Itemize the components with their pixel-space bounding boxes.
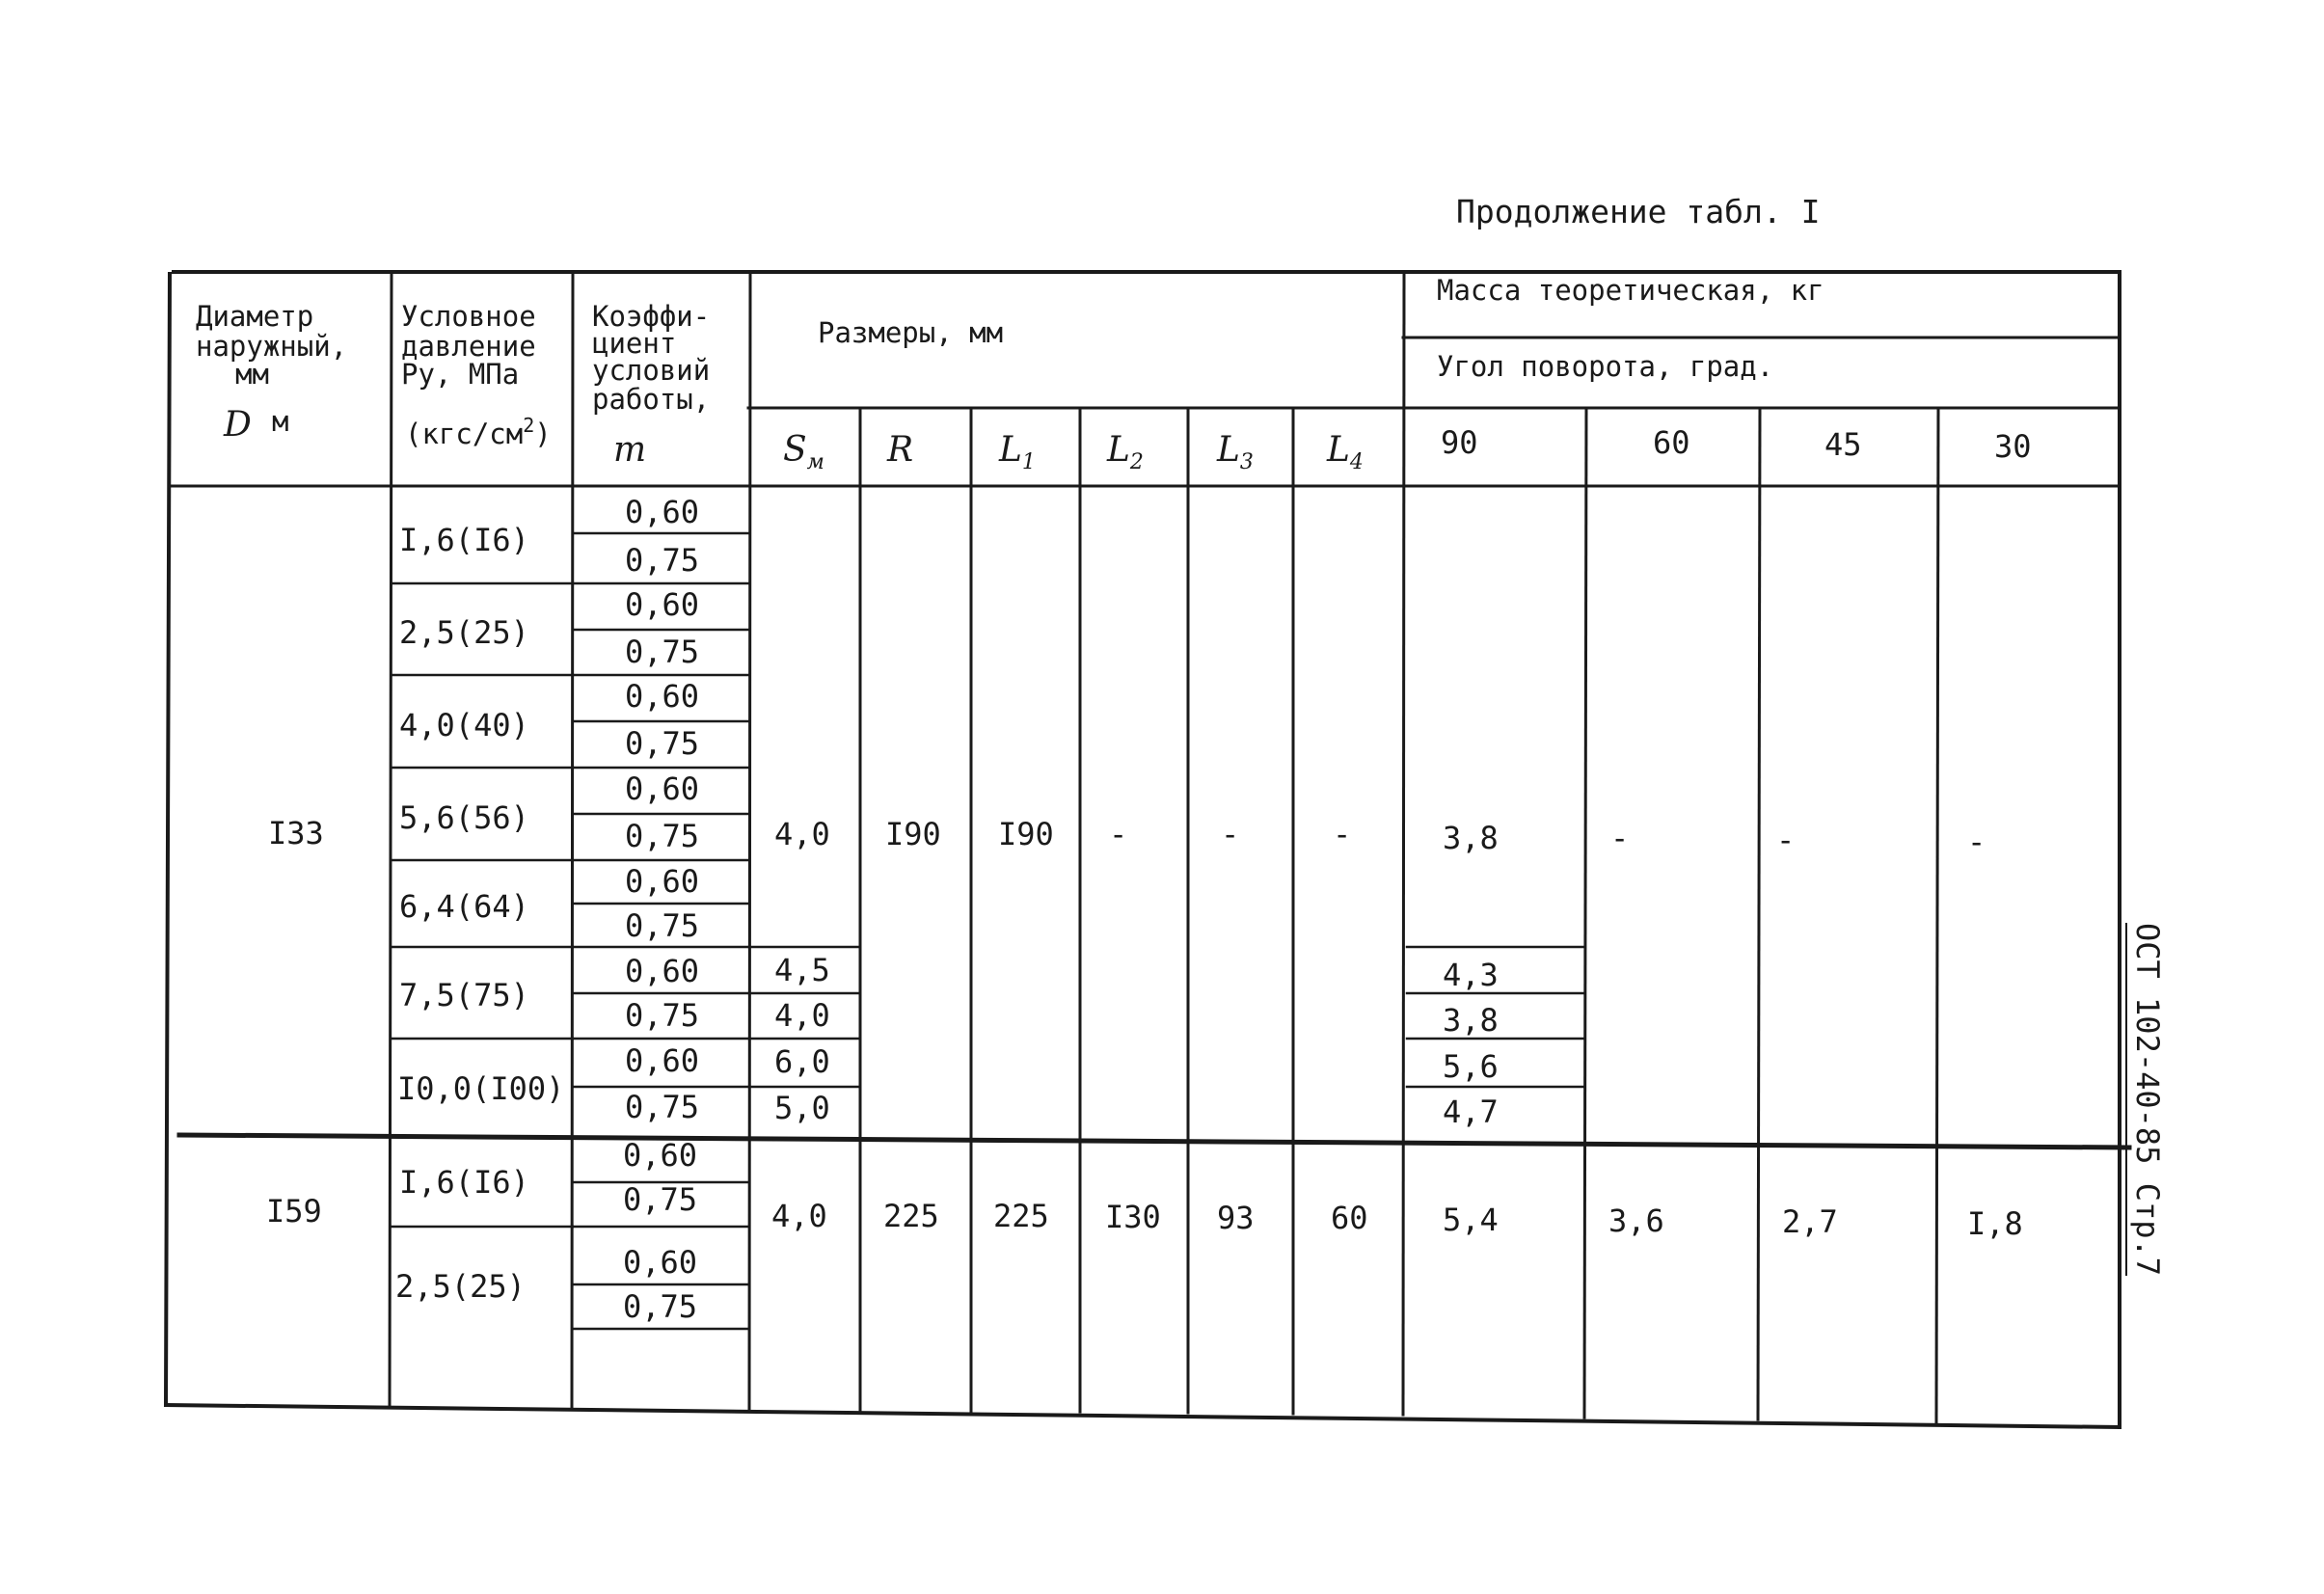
d133-diameter: I33 <box>268 815 324 851</box>
d133-l2: - <box>1109 816 1128 852</box>
d133-coef: 0,60 <box>625 953 700 989</box>
d133-sm-row: 5,0 <box>774 1090 830 1126</box>
d133-l1: I90 <box>998 816 1054 852</box>
d159-coef: 0,60 <box>623 1137 698 1174</box>
header-pressure <box>401 300 552 450</box>
header-coef-symbol: m <box>613 430 647 470</box>
d133-pressure: 2,5(25) <box>399 614 529 651</box>
header-l1 <box>998 430 1036 474</box>
header-l1-sub: 1 <box>1021 450 1036 474</box>
d159-m90: 5,4 <box>1443 1202 1499 1238</box>
header-l1-sym: L <box>999 430 1022 470</box>
d133-m90-row: 3,8 <box>1443 1002 1499 1039</box>
d133-coef: 0,75 <box>625 542 700 579</box>
d133-l3: - <box>1221 816 1240 852</box>
header-l4-sub: 4 <box>1349 450 1364 474</box>
header-angles <box>1441 424 2032 465</box>
d159-pressure: 2,5(25) <box>395 1268 526 1305</box>
d133-coef: 0,75 <box>625 634 700 670</box>
d159-coef: 0,75 <box>623 1181 698 1218</box>
d133-m90-row: 4,3 <box>1443 957 1499 993</box>
d159-m45: 2,7 <box>1782 1203 1838 1240</box>
d133-sm-row: 6,0 <box>774 1043 830 1080</box>
d159-l4: 60 <box>1331 1200 1368 1236</box>
header-symbols <box>783 430 1364 474</box>
header-l3-sub: 3 <box>1239 450 1254 474</box>
d159-l1: 225 <box>993 1198 1049 1234</box>
header-pressure-unit-sup: 2 <box>523 414 535 437</box>
d133-l4: - <box>1333 816 1352 852</box>
d133-coef: 0,75 <box>625 818 700 854</box>
header-angle-45: 45 <box>1824 426 1862 463</box>
header-l2 <box>1106 430 1144 474</box>
header-l2-sym: L <box>1107 430 1130 470</box>
d133-m60: - <box>1610 820 1630 856</box>
d159-diameter: I59 <box>266 1193 322 1229</box>
d133-m90-row: 5,6 <box>1443 1048 1499 1085</box>
header-diameter-sub: м <box>272 405 289 438</box>
header-diameter-line1: Диаметр <box>196 300 314 333</box>
d159-l2: I30 <box>1105 1199 1161 1235</box>
header-pressure-line3: Ру, МПа <box>401 358 520 391</box>
header-sizes-group: Размеры, мм <box>818 316 1004 349</box>
header-l4-sym: L <box>1327 430 1350 470</box>
header-coefficient <box>592 300 710 470</box>
d133-coef: 0,75 <box>625 1089 700 1125</box>
header-mass-group: Масса теоретическая, кг <box>1437 274 1824 307</box>
d133-coef: 0,75 <box>625 725 700 762</box>
d133-pressure: 7,5(75) <box>399 977 529 1013</box>
header-diameter-line2: наружный, <box>196 330 348 363</box>
table-caption: Продолжение табл. I <box>1456 193 1821 230</box>
header-pressure-line1: Условное <box>401 300 536 333</box>
header-r: R <box>887 430 914 470</box>
d133-coef: 0,60 <box>625 586 700 623</box>
header-pressure-unit <box>405 414 552 450</box>
d133-pressure: I0,0(I00) <box>397 1070 565 1107</box>
d133-coef: 0,60 <box>625 1042 700 1079</box>
d159-l3: 93 <box>1217 1200 1255 1236</box>
d133-pressure: I,6(I6) <box>399 522 529 558</box>
header-l4 <box>1326 430 1364 474</box>
d159-r: 225 <box>883 1198 939 1234</box>
d133-coef: 0,60 <box>625 678 700 715</box>
d133-pressure: 5,6(56) <box>399 799 529 836</box>
header-angle-90: 90 <box>1441 424 1478 461</box>
header-coef-line4: работы, <box>592 383 711 416</box>
header-l3 <box>1216 430 1254 474</box>
d133-m90-row: 4,7 <box>1443 1094 1499 1130</box>
header-l2-sub: 2 <box>1129 450 1144 474</box>
d159-m60: 3,6 <box>1608 1202 1664 1239</box>
header-angle-30: 30 <box>1994 428 2032 465</box>
document-code-label: ОСТ 102-40-85 Стр.7 <box>2125 923 2166 1276</box>
header-l3-sym: L <box>1217 430 1240 470</box>
header-sm-sym: S <box>783 430 807 470</box>
d133-coef: 0,60 <box>625 494 700 530</box>
d133-pressure: 6,4(64) <box>399 888 529 925</box>
header-sm-sub: м <box>806 450 824 474</box>
header-coef-line3: условий <box>592 354 711 387</box>
d159-sm: 4,0 <box>771 1198 827 1234</box>
header-diameter-line3: мм <box>235 358 269 391</box>
d133-m30: - <box>1967 824 1986 860</box>
header-diameter <box>196 300 347 445</box>
header-sm <box>783 430 824 474</box>
d133-r: I90 <box>885 816 941 852</box>
header-coef-line2: циент <box>592 327 677 360</box>
d159-coef: 0,75 <box>623 1288 698 1325</box>
d133-coef: 0,60 <box>625 863 700 900</box>
d159-m30: I,8 <box>1967 1205 2023 1242</box>
row-group-d133 <box>268 494 1986 1130</box>
header-pressure-unit-text: (кгс/см <box>405 418 524 450</box>
d159-pressure: I,6(I6) <box>399 1164 529 1201</box>
d133-coef: 0,75 <box>625 997 700 1034</box>
d133-sm-row: 4,5 <box>774 952 830 988</box>
header-coef-line1: Коэффи- <box>592 300 711 333</box>
d133-coef: 0,60 <box>625 770 700 807</box>
header-pressure-line2: давление <box>401 330 536 363</box>
d133-m45: - <box>1776 822 1796 858</box>
d159-coef: 0,60 <box>623 1244 698 1281</box>
d133-sm-row: 4,0 <box>774 997 830 1034</box>
d133-pressure: 4,0(40) <box>399 707 529 743</box>
header-pressure-unit-close: ) <box>534 418 552 450</box>
header-angle-group: Угол поворота, град. <box>1437 350 1774 383</box>
header-angle-60: 60 <box>1653 424 1690 461</box>
d133-m90: 3,8 <box>1443 820 1499 856</box>
header-diameter-symbol: D <box>224 405 252 445</box>
d133-coef: 0,75 <box>625 907 700 944</box>
d133-sm: 4,0 <box>774 816 830 852</box>
